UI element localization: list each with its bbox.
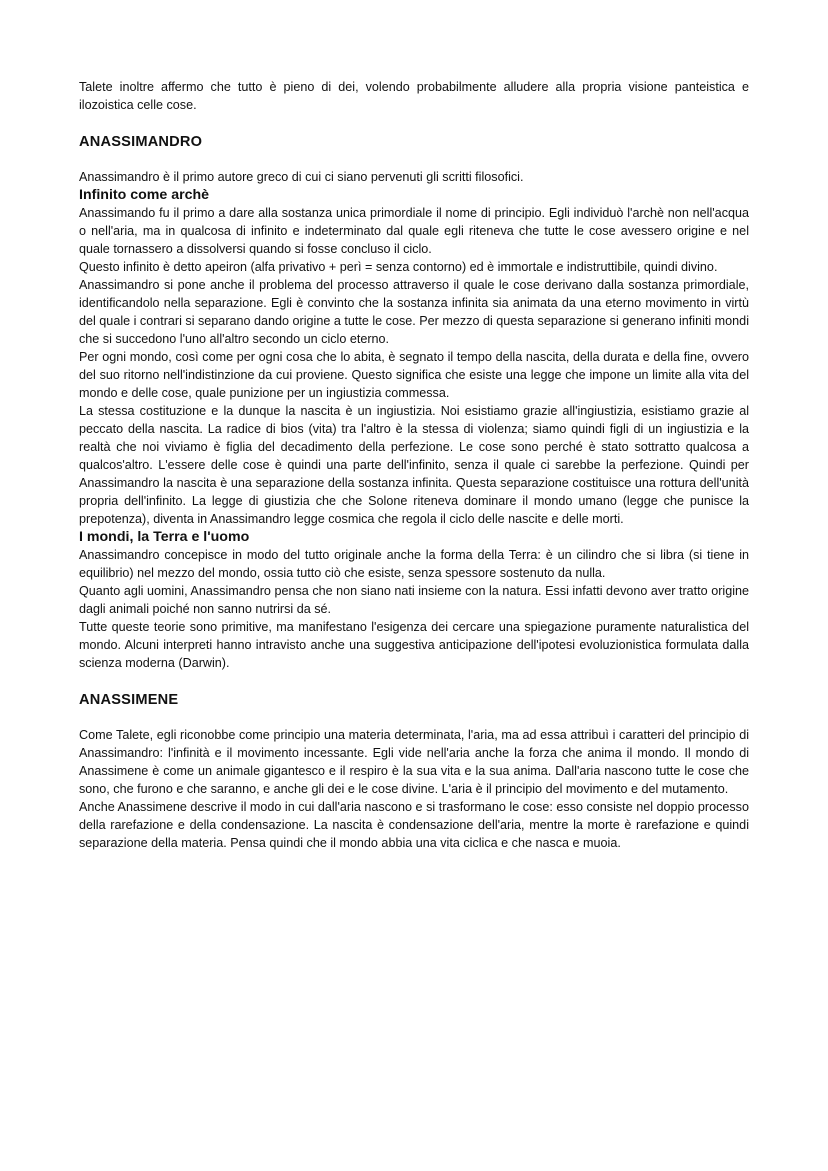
intro-paragraph: Talete inoltre affermo che tutto è pieno di dei, volendo probabilmente alludere alla propria visione panteistica e ilozoistica celle cose.: [79, 80, 749, 112]
anassimandro-intro: Anassimandro è il primo autore greco di cui ci siano pervenuti gli scritti filosofici.: [79, 170, 524, 184]
paragraph: Questo infinito è detto apeiron (alfa privativo + perì = senza contorno) ed è immortale e indistruttibile, quindi divino.: [79, 260, 718, 274]
paragraph: Come Talete, egli riconobbe come principio una materia determinata, l'aria, ma ad essa attribuì i caratteri del principio di Anassimandro: l'infinità e il movimento incessante. Egli vide nell'aria anche la forza che anima il mondo. Il mondo di Anassimene è come un animale gigantesco e il respiro è la sua vita e la sua anima. Dall'aria nascono tutte le cose che sono, che furono e che saranno, e anche gli dei e le cose divine. L'aria è il principio del movimento e del mutamento.: [79, 728, 749, 796]
paragraph: Anche Anassimene descrive il modo in cui dall'aria nascono e si trasformano le cose: esso consiste nel doppio processo della rarefazione e della condensazione. La nascita è condensazione dell'aria, mentre la morte è rarefazione e quindi separazione della materia. Pensa quindi che il mondo abbia una vita ciclica e che nasca e muoia.: [79, 800, 749, 850]
subsection-title-mondi: I mondi, la Terra e l'uomo: [79, 529, 250, 545]
section-title-anassimene: ANASSIMENE: [79, 692, 179, 708]
spacer: [79, 114, 749, 133]
paragraph: Quanto agli uomini, Anassimandro pensa che non siano nati insieme con la natura. Essi infatti devono aver tratto origine dagli animali poiché non sanno nutrirsi da sé.: [79, 584, 749, 616]
paragraph: Anassimandro concepisce in modo del tutto originale anche la forma della Terra: è un cilindro che si libra (si tiene in equilibrio) nel mezzo del mondo, ossia tutto ciò che esiste, senza spessore sostenuto da nulla.: [79, 548, 749, 580]
section-title-anassimandro: ANASSIMANDRO: [79, 134, 203, 150]
paragraph: Per ogni mondo, così come per ogni cosa che lo abita, è segnato il tempo della nascita, della durata e della fine, ovvero del suo ritorno nell'indistinzione da cui proviene. Questo significa che esiste una legge che impone un limite alla vita del mondo e delle cose, quale punizione per un ingiustizia commessa.: [79, 350, 749, 400]
spacer: [79, 672, 749, 691]
paragraph: Anassimando fu il primo a dare alla sostanza unica primordiale il nome di principio. Egli individuò l'archè non nell'acqua o nell'aria, ma in qualcosa di infinito e indeterminato dal quale egli riteneva che tutte le cose avessero origine e nel quale tornassero a dissolversi quando si fosse concluso il ciclo.: [79, 206, 749, 256]
document-page: [79, 78, 749, 852]
subsection-title-infinito: Infinito come archè: [79, 187, 210, 203]
paragraph: Anassimandro si pone anche il problema del processo attraverso il quale le cose derivano dalla sostanza primordiale, identificandolo nella separazione. Egli è convinto che la sostanza infinita sia animata da una eterno movimento in virtù del quale i contrari si separano dando origine a tutte le cose. Per mezzo di questa separazione si generano infiniti mondi che si succedono l'uno all'altro secondo un ciclo eterno.: [79, 278, 749, 346]
paragraph: La stessa costituzione e la dunque la nascita è un ingiustizia. Noi esistiamo grazie all'ingiustizia, esistiamo grazie al peccato della nascita. La radice di bios (vita) tra l'altro è la stessa di violenza; siamo quindi figli di un ingiustizia e la realtà che noi viviamo è figlia del decadimento della perfezione. Le cose sono perché è stato sottratto qualcosa a qualcos'altro. L'essere delle cose è quindi una parte dell'infinito, senza il quale ci sarebbe la perfezione. Quindi per Anassimandro la nascita è una separazione della sostanza infinita. Questa separazione costituisce una rottura dell'unità propria dell'infinito. La legge di giustizia che che Solone riteneva dominare il mondo umano (legge che punisce la prepotenza), diventa in Anassimandro legge cosmica che regola il ciclo delle nascite e delle morti.: [79, 404, 749, 526]
paragraph: Tutte queste teorie sono primitive, ma manifestano l'esigenza dei cercare una spiegazione puramente naturalistica del mondo. Alcuni interpreti hanno intravisto anche una suggestiva anticipazione dell'ipotesi evoluzionistica formulata dalla scienza moderna (Darwin).: [79, 620, 749, 670]
spacer: [79, 151, 749, 168]
spacer: [79, 709, 749, 726]
